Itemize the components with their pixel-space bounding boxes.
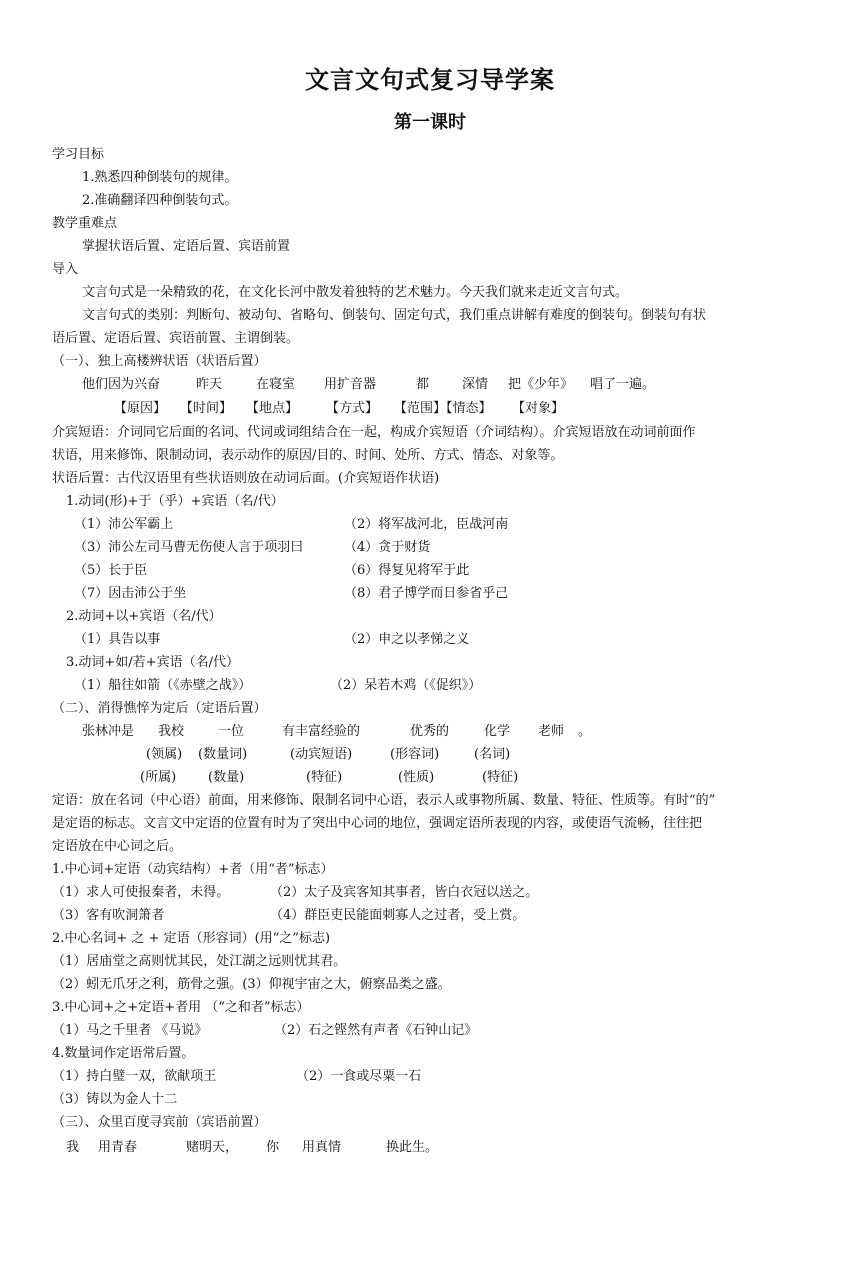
pattern-heading: 3.中心词+之+定语+者用 （“之和者”标志） bbox=[52, 1000, 310, 1015]
example-item: （1）居庙堂之高则忧其民，处江湖之远则忧其君。 bbox=[52, 954, 347, 969]
example-word: 优秀的 bbox=[410, 724, 450, 739]
pattern-heading: 2.动词+以+宾语（名/代） bbox=[66, 609, 222, 624]
example-tags bbox=[0, 769, 860, 787]
tag: (特征) bbox=[482, 770, 519, 785]
example-item: （3）客有吹洞箫者 bbox=[52, 908, 165, 923]
pattern-heading: 3.动词+如/若+宾语（名/代） bbox=[66, 655, 239, 670]
example-item: （1）具告以事 bbox=[74, 632, 161, 647]
difficulty-text: 掌握状语后置、定语后置、宾语前置 bbox=[82, 239, 291, 254]
intro-paragraph: 文言句式的类别：判断句、被动句、省略句、倒装句、固定句式，我们重点讲解有难度的倒装句。倒装句有状 bbox=[82, 308, 707, 323]
example-item: （8）君子博学而日参省乎己 bbox=[344, 586, 509, 601]
example-word: 一位 bbox=[218, 724, 245, 739]
tag: 【时间】 bbox=[180, 401, 233, 416]
example-word: 张林冲是 bbox=[82, 724, 135, 739]
example-item: （2）将军战河北，臣战河南 bbox=[344, 517, 509, 532]
tag: (领属) bbox=[146, 747, 183, 762]
example-word: 唱了一遍。 bbox=[590, 377, 656, 392]
section-heading: （一）、独上高楼辨状语（状语后置） bbox=[52, 354, 267, 369]
example-word: 用青春 bbox=[98, 1140, 138, 1155]
definition: 是定语的标志。文言文中定语的位置有时为了突出中心词的地位，强调定语所表现的内容，或使语气流畅，往往把 bbox=[52, 816, 703, 831]
example-word: 你 bbox=[266, 1140, 280, 1155]
example-item: （2）一食或尽粟一石 bbox=[296, 1069, 422, 1084]
tag: (性质) bbox=[398, 770, 435, 785]
example-word: 他们因为兴奋 bbox=[82, 377, 161, 392]
tag: (数量词) bbox=[198, 747, 248, 762]
definition: 状语，用来修饰、限制动词，表示动作的原因/目的、时间、处所、方式、情态、对象等。 bbox=[52, 448, 564, 463]
tag: (名词) bbox=[474, 747, 511, 762]
goal-item: 2.准确翻译四种倒装句式。 bbox=[82, 193, 238, 208]
example-item: （3）沛公左司马曹无伤使人言于项羽曰 bbox=[74, 540, 304, 555]
example-item: （3）铸以为金人十二 bbox=[52, 1092, 178, 1107]
document-title: 文言文句式复习导学案 bbox=[305, 66, 555, 94]
example-word: 都 bbox=[416, 377, 430, 392]
tag: 【地点】 bbox=[246, 401, 299, 416]
tag: (特征) bbox=[306, 770, 343, 785]
example-word: 深情 bbox=[462, 377, 489, 392]
intro-heading: 导入 bbox=[52, 262, 79, 277]
pattern-heading: 4.数量词作定语常后置。 bbox=[52, 1046, 195, 1061]
example-item: （2）蚓无爪牙之利，筋骨之强。(3）仰视宇宙之大，俯察品类之盛。 bbox=[52, 977, 451, 992]
example-sentence bbox=[0, 1139, 860, 1157]
tag: 【对象】 bbox=[512, 401, 565, 416]
tag: (数量) bbox=[208, 770, 245, 785]
example-word: 。 bbox=[578, 724, 592, 739]
example-word: 化学 bbox=[484, 724, 511, 739]
example-item: （2）呆若木鸡（《促织》） bbox=[330, 678, 482, 693]
definition: 定语放在中心词之后。 bbox=[52, 839, 183, 854]
example-item: （7）因击沛公于坐 bbox=[74, 586, 187, 601]
example-sentence bbox=[0, 376, 860, 394]
definition: 介宾短语：介词同它后面的名词、代词或词组结合在一起，构成介宾短语（介词结构）。介宾短语放在动词前面作 bbox=[52, 425, 696, 440]
tag: 【原因】 bbox=[114, 401, 167, 416]
example-word: 把《少年》 bbox=[508, 377, 574, 392]
example-item: （4）贪于财货 bbox=[344, 540, 431, 555]
tag: (形容词) bbox=[390, 747, 440, 762]
intro-paragraph: 语后置、定语后置、宾语前置、主谓倒装。 bbox=[52, 331, 300, 346]
lesson-subtitle: 第一课时 bbox=[394, 112, 466, 133]
goal-item: 1.熟悉四种倒装句的规律。 bbox=[82, 170, 238, 185]
pattern-heading: 2.中心名词+ 之 + 定语（形容词）(用“之”标志) bbox=[52, 931, 331, 946]
example-sentence bbox=[0, 723, 860, 741]
example-word: 赌明天， bbox=[186, 1140, 239, 1155]
intro-paragraph: 文言句式是一朵精致的花，在文化长河中散发着独特的艺术魅力。今天我们就来走近文言句式。 bbox=[82, 285, 629, 300]
example-item: （4）群臣吏民能面刺寡人之过者，受上赏。 bbox=[270, 908, 526, 923]
example-item: （6）得复见将军于此 bbox=[344, 563, 470, 578]
example-item: （1）求人可使报秦者，未得。 bbox=[52, 885, 230, 900]
example-item: （5）长于臣 bbox=[74, 563, 148, 578]
example-word: 有丰富经验的 bbox=[282, 724, 361, 739]
example-tags bbox=[0, 746, 860, 764]
definition: 状语后置：古代汉语里有些状语则放在动词后面。(介宾短语作状语) bbox=[52, 471, 440, 486]
example-item: （2）太子及宾客知其事者，皆白衣冠以送之。 bbox=[270, 885, 539, 900]
pattern-heading: 1.中心词+定语（动宾结构）+者（用“者”标志） bbox=[52, 862, 334, 877]
example-item: （1）马之千里者 《马说》 bbox=[52, 1023, 208, 1038]
pattern-heading: 1.动词(形)+于（乎）+宾语（名/代） bbox=[66, 494, 284, 509]
tag: (动宾短语) bbox=[290, 747, 353, 762]
example-item: （1）船往如箭（《赤壁之战》） bbox=[74, 678, 252, 693]
example-item: （1）持白璧一双，欲献项王 bbox=[52, 1069, 217, 1084]
goals-heading: 学习目标 bbox=[52, 147, 105, 162]
example-item: （2）石之铿然有声者《石钟山记》 bbox=[274, 1023, 478, 1038]
tag: 【方式】 bbox=[326, 401, 379, 416]
difficulty-heading: 教学重难点 bbox=[52, 216, 118, 231]
example-word: 用真情 bbox=[302, 1140, 342, 1155]
example-tags bbox=[0, 400, 860, 418]
section-heading: （三）、众里百度寻宾前（宾语前置） bbox=[52, 1115, 267, 1130]
example-word: 老师 bbox=[538, 724, 565, 739]
section-heading: （二）、消得憔悴为定后（定语后置） bbox=[52, 701, 267, 716]
example-word: 我 bbox=[66, 1140, 80, 1155]
example-item: （1）沛公军霸上 bbox=[74, 517, 174, 532]
example-word: 我校 bbox=[158, 724, 185, 739]
example-word: 在寝室 bbox=[256, 377, 296, 392]
example-item: （2）申之以孝悌之义 bbox=[344, 632, 470, 647]
tag: 【范围】【情态】 bbox=[394, 401, 492, 416]
example-word: 用扩音器 bbox=[324, 377, 377, 392]
tag: (所属) bbox=[140, 770, 177, 785]
example-word: 昨天 bbox=[196, 377, 223, 392]
definition: 定语：放在名词（中心语）前面，用来修饰、限制名词中心语，表示人或事物所属、数量、特征、性质等。有时“的” bbox=[52, 793, 716, 808]
example-word: 换此生。 bbox=[386, 1140, 439, 1155]
